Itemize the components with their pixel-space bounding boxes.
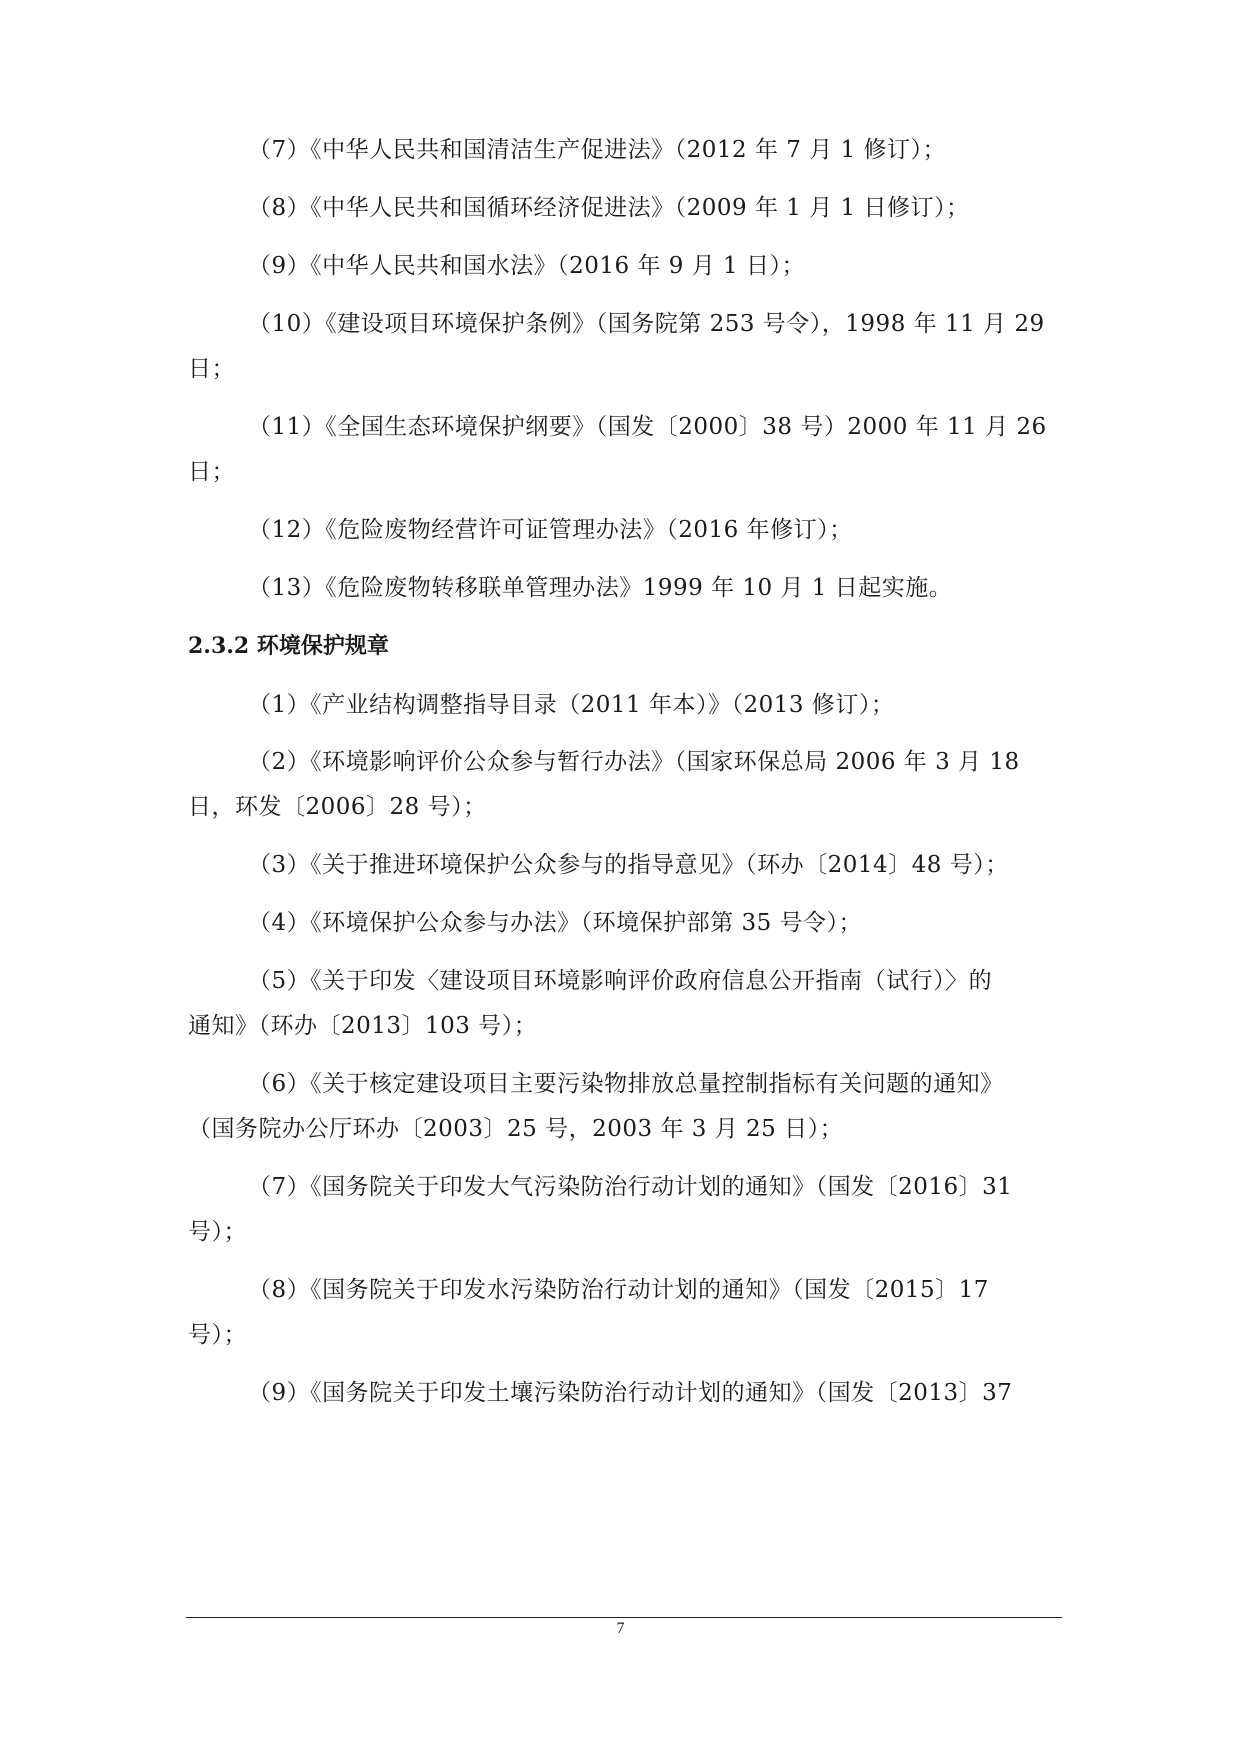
rule-item-1: （1）《产业结构调整指导目录（2011 年本）》（2013 修订）； [248,692,895,718]
law-item-7: （7）《中华人民共和国清洁生产促进法》（2012 年 7 月 1 修订）； [248,137,946,163]
law-item-8: （8）《中华人民共和国循环经济促进法》（2009 年 1 月 1 日修订）； [248,195,970,221]
rule-item-3: （3）《关于推进环境保护公众参与的指导意见》（环办〔2014〕48 号）； [248,852,1009,878]
rule-item-5: （5）《关于印发〈建设项目环境影响评价政府信息公开指南（试行）〉的 [248,968,993,994]
rule-item-4: （4）《环境保护公众参与办法》（环境保护部第 35 号令）； [248,910,863,936]
rule-item-5-continuation: 通知》（环办〔2013〕103 号）； [188,1013,538,1039]
law-item-12: （12）《危险废物经营许可证管理办法》（2016 年修订）； [248,517,853,543]
rule-item-6: （6）《关于核定建设项目主要污染物排放总量控制指标有关问题的通知》 [248,1071,1004,1097]
law-item-10-continuation: 日； [188,356,235,382]
rule-item-2: （2）《环境影响评价公众参与暂行办法》（国家环保总局 2006 年 3 月 18 [248,749,1020,775]
footer-divider [186,1617,1062,1618]
rule-item-9: （9）《国务院关于印发土壤污染防治行动计划的通知》（国发〔2013〕37 [248,1380,1013,1406]
rule-item-2-continuation: 日，环发〔2006〕28 号）； [188,794,487,820]
law-item-10: （10）《建设项目环境保护条例》（国务院第 253 号令），1998 年 11 月 29 [248,311,1045,337]
law-item-9: （9）《中华人民共和国水法》（2016 年 9 月 1 日）； [248,253,805,279]
section-heading: 2.3.2 环境保护规章 [188,633,389,659]
rule-item-7: （7）《国务院关于印发大气污染防治行动计划的通知》（国发〔2016〕31 [248,1174,1013,1200]
rule-item-8: （8）《国务院关于印发水污染防治行动计划的通知》（国发〔2015〕17 [248,1277,989,1303]
law-item-11: （11）《全国生态环境保护纲要》（国发〔2000〕38 号）2000 年 11 月 26 [248,414,1047,440]
law-item-11-continuation: 日； [188,459,235,485]
rule-item-7-continuation: 号）； [188,1219,247,1245]
rule-item-6-continuation: （国务院办公厅环办〔2003〕25 号，2003 年 3 月 25 日）； [188,1116,844,1142]
rule-item-8-continuation: 号）； [188,1322,247,1348]
law-item-13: （13）《危险废物转移联单管理办法》1999 年 10 月 1 日起实施。 [248,575,953,601]
page-number: 7 [616,1620,625,1637]
